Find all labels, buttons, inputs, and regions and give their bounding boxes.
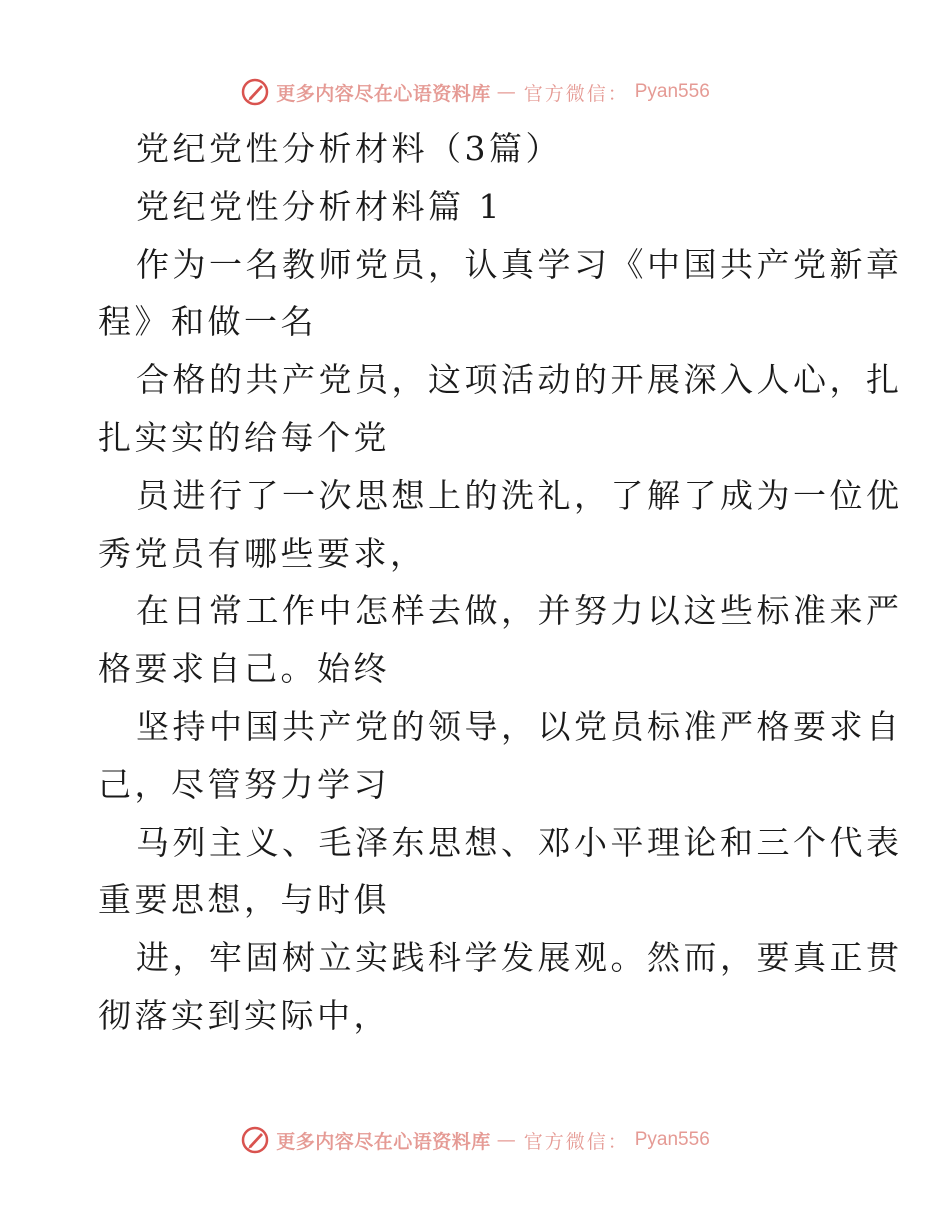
paragraph-line: 秀党员有哪些要求， bbox=[98, 533, 427, 573]
quill-pen-logo-icon bbox=[240, 1125, 270, 1155]
paragraph-line: 作为一名教师党员，认真学习《中国共产党新章 bbox=[136, 244, 903, 284]
paragraph-line: 重要思想，与时俱 bbox=[98, 880, 390, 920]
watermark-text: 更多内容尽在心语资料库 bbox=[276, 1130, 491, 1153]
watermark-wechat-label: 官方微信： bbox=[523, 82, 629, 105]
footer-watermark bbox=[0, 1120, 950, 1160]
paragraph-line: 坚持中国共产党的领导，以党员标准严格要求自 bbox=[136, 706, 903, 746]
paragraph-line: 彻落实到实际中， bbox=[98, 995, 390, 1035]
section-heading: 党纪党性分析材料篇 1 bbox=[136, 186, 503, 226]
quill-pen-logo-icon bbox=[240, 77, 270, 107]
header-watermark bbox=[0, 72, 950, 112]
document-title: 党纪党性分析材料（3篇） bbox=[136, 129, 562, 168]
paragraph-line: 己，尽管努力学习 bbox=[98, 764, 390, 804]
watermark-dash: — bbox=[496, 1129, 518, 1151]
paragraph-line: 在日常工作中怎样去做，并努力以这些标准来严 bbox=[136, 591, 903, 631]
paragraph-line: 员进行了一次思想上的洗礼，了解了成为一位优 bbox=[136, 475, 903, 515]
paragraph-line: 合格的共产党员，这项活动的开展深入人心，扎 bbox=[136, 360, 903, 400]
document-body bbox=[98, 120, 903, 1045]
watermark-wechat-id: Pyan556 bbox=[634, 81, 710, 102]
watermark-dash: — bbox=[496, 81, 518, 103]
paragraph-line: 进，牢固树立实践科学发展观。然而，要真正贯 bbox=[136, 938, 903, 978]
watermark-text: 更多内容尽在心语资料库 bbox=[276, 82, 491, 105]
paragraph-line: 格要求自己。始终 bbox=[98, 649, 390, 689]
watermark-wechat-id: Pyan556 bbox=[634, 1129, 710, 1150]
paragraph-line: 扎实实的给每个党 bbox=[98, 417, 390, 457]
paragraph-line: 马列主义、毛泽东思想、邓小平理论和三个代表 bbox=[136, 822, 903, 862]
paragraph-line: 程》和做一名 bbox=[98, 302, 317, 342]
watermark-wechat-label: 官方微信： bbox=[523, 1130, 629, 1153]
